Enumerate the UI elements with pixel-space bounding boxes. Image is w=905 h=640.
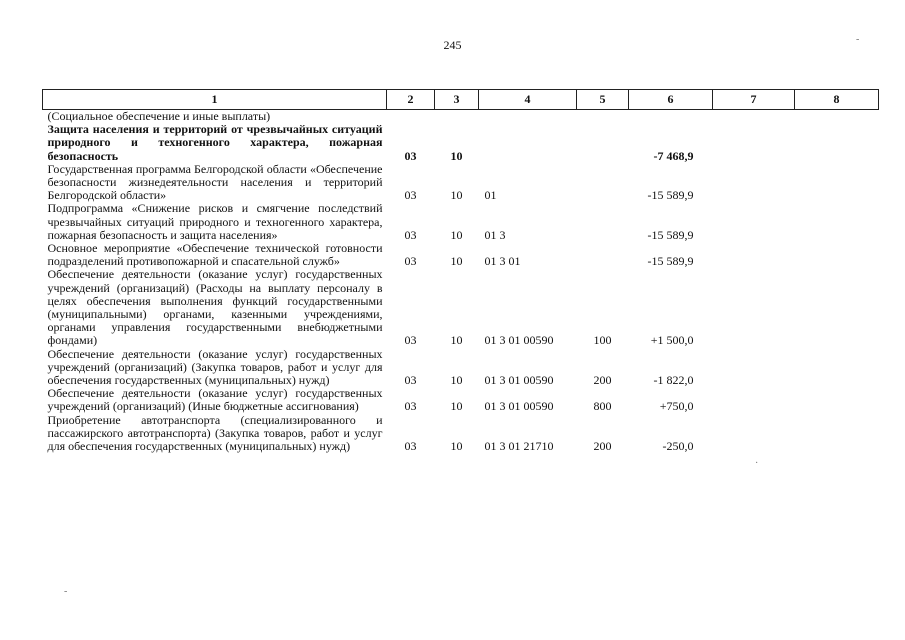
target-article-code xyxy=(479,123,577,163)
column-header-3: 3 xyxy=(435,90,479,110)
scan-mark: - xyxy=(856,34,860,45)
table-row xyxy=(43,123,879,163)
table-row xyxy=(43,163,879,203)
target-article-code: 01 3 01 00590 xyxy=(484,373,554,388)
subsection-code: 10 xyxy=(450,188,463,203)
amount-change xyxy=(629,110,713,124)
column-8-cell xyxy=(795,110,879,124)
column-header-6: 6 xyxy=(629,90,713,110)
column-8-cell xyxy=(795,387,879,413)
expense-type-code xyxy=(577,202,629,242)
budget-table-container xyxy=(42,89,878,453)
row-description: Обеспечение деятельности (оказание услуг) государственных учреждений (организаций) (Закупка товаров, работ и услуг для обеспечения государственных (муниципальных) нужд) xyxy=(47,346,383,388)
section-code xyxy=(387,110,435,124)
row-description: Приобретение автотранспорта (специализированного и пассажирского автотранспорта) (Закупка товаров, работ и услуг для обеспечения государственных (муниципальных) нужд) xyxy=(47,412,383,454)
column-7-cell xyxy=(713,202,795,242)
subsection-code: 10 xyxy=(450,399,463,414)
column-7-cell xyxy=(713,414,795,454)
column-8-cell xyxy=(795,268,879,347)
budget-table xyxy=(42,89,879,453)
target-article-code xyxy=(479,110,577,124)
row-description: (Социальное обеспечение и иные выплаты) xyxy=(47,109,271,123)
section-code: 03 xyxy=(404,333,417,348)
column-8-cell xyxy=(795,348,879,388)
table-body xyxy=(43,110,879,454)
column-8-cell xyxy=(795,123,879,163)
column-7-cell xyxy=(713,268,795,347)
subsection-code: 10 xyxy=(450,254,463,269)
subsection-code: 10 xyxy=(450,148,463,163)
amount-change: +750,0 xyxy=(659,399,694,414)
subsection-code: 10 xyxy=(450,373,463,388)
expense-type-code: 200 xyxy=(593,373,612,388)
expense-type-code: 200 xyxy=(593,439,612,454)
section-code: 03 xyxy=(404,148,417,163)
header-row xyxy=(43,90,879,110)
table-row xyxy=(43,110,879,124)
table-row xyxy=(43,387,879,413)
column-7-cell xyxy=(713,242,795,268)
subsection-code xyxy=(435,110,479,124)
column-8-cell xyxy=(795,242,879,268)
target-article-code: 01 3 01 00590 xyxy=(484,399,554,414)
amount-change: -15 589,9 xyxy=(647,254,694,269)
row-description: Государственная программа Белгородской области «Обеспечение безопасности жизнедеятельности населения и территорий Белгородской области» xyxy=(47,161,383,203)
column-7-cell xyxy=(713,348,795,388)
expense-type-code xyxy=(577,123,629,163)
section-code: 03 xyxy=(404,439,417,454)
section-code: 03 xyxy=(404,188,417,203)
column-header-5: 5 xyxy=(577,90,629,110)
expense-type-code: 800 xyxy=(593,399,612,414)
amount-change: -250,0 xyxy=(662,439,694,454)
section-code: 03 xyxy=(404,373,417,388)
expense-type-code xyxy=(577,110,629,124)
section-code: 03 xyxy=(404,227,417,242)
section-code: 03 xyxy=(404,254,417,269)
expense-type-code: 100 xyxy=(593,333,612,348)
column-7-cell xyxy=(713,163,795,203)
expense-type-code xyxy=(577,242,629,268)
table-row xyxy=(43,202,879,242)
page-number: 245 xyxy=(443,38,462,52)
column-header-7: 7 xyxy=(713,90,795,110)
table-row xyxy=(43,242,879,268)
column-header-1: 1 xyxy=(43,90,387,110)
column-7-cell xyxy=(713,123,795,163)
scan-mark: · xyxy=(755,458,759,469)
amount-change: -1 822,0 xyxy=(653,373,694,388)
section-code: 03 xyxy=(404,399,417,414)
column-header-4: 4 xyxy=(479,90,577,110)
target-article-code: 01 3 xyxy=(484,227,506,242)
subsection-code: 10 xyxy=(450,439,463,454)
target-article-code: 01 3 01 00590 xyxy=(484,333,554,348)
subsection-code: 10 xyxy=(450,333,463,348)
target-article-code: 01 3 01 xyxy=(484,254,521,269)
amount-change: +1 500,0 xyxy=(650,333,694,348)
table-row xyxy=(43,348,879,388)
table-row xyxy=(43,268,879,347)
amount-change: -7 468,9 xyxy=(653,148,694,163)
column-7-cell xyxy=(713,110,795,124)
column-8-cell xyxy=(795,414,879,454)
row-description: Обеспечение деятельности (оказание услуг) государственных учреждений (организаций) (Иные бюджетные ассигнования) xyxy=(47,386,383,414)
subsection-code: 10 xyxy=(450,227,463,242)
column-header-2: 2 xyxy=(387,90,435,110)
scan-mark: - xyxy=(64,586,68,597)
row-description: Обеспечение деятельности (оказание услуг) государственных учреждений (организаций) (Расходы на выплату персоналу в целях обеспечения выполнения функций государственными (муниципальными) органами, казенными учреждениями, органами управления государственными внебюджетными фондами) xyxy=(47,267,383,348)
column-header-8: 8 xyxy=(795,90,879,110)
column-8-cell xyxy=(795,202,879,242)
row-description: Защита населения и территорий от чрезвычайных ситуаций природного и техногенного характера, пожарная безопасность xyxy=(47,122,383,163)
column-7-cell xyxy=(713,387,795,413)
row-description: Основное мероприятие «Обеспечение технической готовности подразделений противопожарной и спасательной служб» xyxy=(47,241,383,269)
target-article-code: 01 xyxy=(484,188,497,203)
amount-change: -15 589,9 xyxy=(647,227,694,242)
amount-change: -15 589,9 xyxy=(647,188,694,203)
expense-type-code xyxy=(577,163,629,203)
row-description: Подпрограмма «Снижение рисков и смягчение последствий чрезвычайных ситуаций природного и техногенного характера, пожарная безопасность и защита населения» xyxy=(47,201,383,242)
column-8-cell xyxy=(795,163,879,203)
target-article-code: 01 3 01 21710 xyxy=(484,439,554,454)
table-row xyxy=(43,414,879,454)
